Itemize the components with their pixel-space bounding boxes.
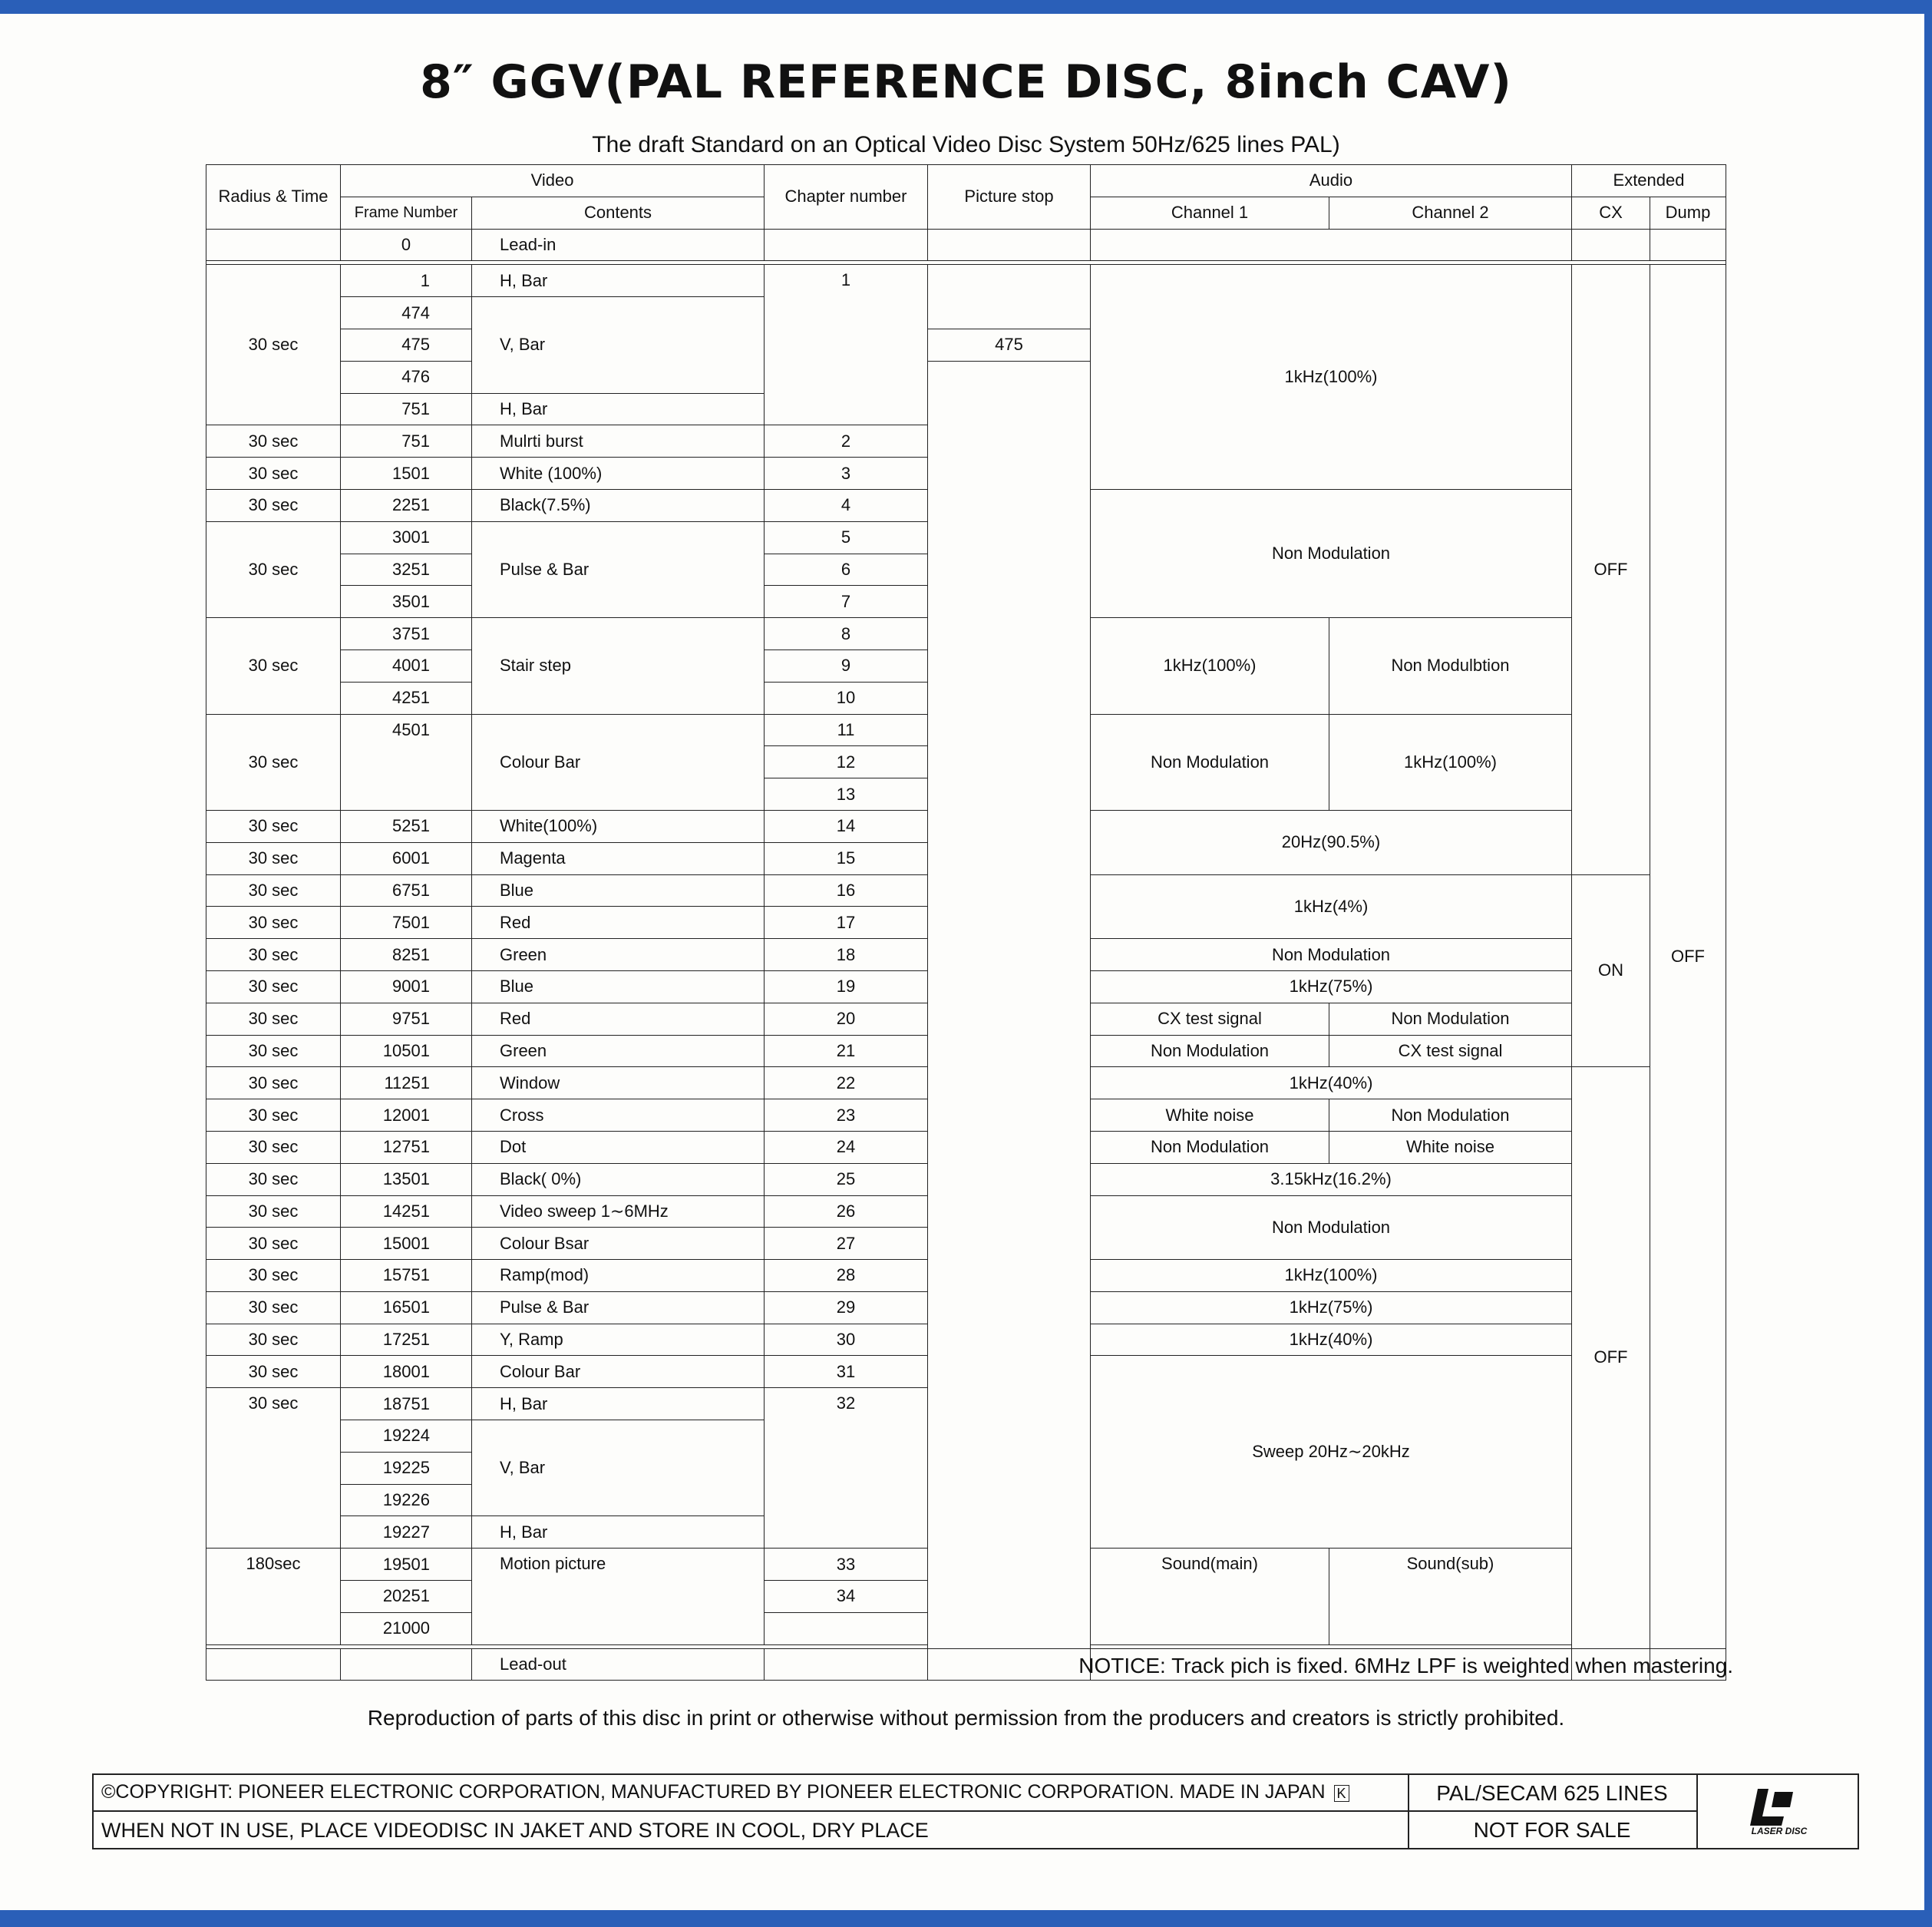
- copyright-line: [101, 1781, 1349, 1803]
- page-subtitle: The draft Standard on an Optical Video Disc System 50Hz/625 lines PAL): [592, 132, 1340, 157]
- logo-text: LASER DISC: [1751, 1826, 1808, 1836]
- contents-cell: Magenta: [472, 842, 765, 874]
- time-cell: 30 sec: [206, 1163, 341, 1195]
- chapter-cell: 25: [765, 1163, 928, 1195]
- chapter-cell: 14: [765, 810, 928, 842]
- table-cell: [928, 229, 1091, 261]
- contents-cell: H, Bar: [472, 265, 765, 297]
- frame-number: 15001: [341, 1228, 472, 1260]
- contents-cell: Blue: [472, 970, 765, 1003]
- contents-cell: Green: [472, 939, 765, 971]
- audio-ch2-cell: 1kHz(100%): [1329, 714, 1572, 810]
- laserdisc-logo-icon: [1744, 1786, 1813, 1839]
- frame-number: 4251: [341, 682, 472, 714]
- header-dump: Dump: [1650, 197, 1726, 229]
- audio-cell: 1kHz(100%): [1091, 1260, 1572, 1292]
- time-cell: 30 sec: [206, 458, 341, 490]
- frame-number: 19224: [341, 1420, 472, 1453]
- page-title: 8″ GGV(PAL REFERENCE DISC, 8inch CAV): [420, 55, 1512, 109]
- frame-number: 19227: [341, 1516, 472, 1549]
- frame-number: 2251: [341, 489, 472, 521]
- contents-cell: Lead-in: [472, 229, 765, 261]
- table-cell: [1650, 229, 1726, 261]
- time-cell: 30 sec: [206, 425, 341, 458]
- frame-number: 14251: [341, 1195, 472, 1228]
- cx-cell: OFF: [1572, 1067, 1650, 1648]
- frame-number: 8251: [341, 939, 472, 971]
- contents-cell: Colour Bsar: [472, 1228, 765, 1260]
- frame-number: 19501: [341, 1549, 472, 1581]
- time-cell: 30 sec: [206, 1003, 341, 1035]
- header-channel-1: Channel 1: [1091, 197, 1329, 229]
- chapter-cell: 31: [765, 1356, 928, 1388]
- time-cell: 30 sec: [206, 1067, 341, 1099]
- table-cell: [765, 1612, 928, 1644]
- contents-cell: V, Bar: [472, 1420, 765, 1516]
- frame-number: 1: [341, 265, 472, 297]
- header-frame-number: Frame Number: [341, 197, 472, 229]
- time-cell: 30 sec: [206, 489, 341, 521]
- frame-number: 19225: [341, 1452, 472, 1484]
- chapter-cell: 5: [765, 521, 928, 554]
- audio-ch2-cell: Non Modulbtion: [1329, 618, 1572, 714]
- audio-ch2-cell: CX test signal: [1329, 1035, 1572, 1067]
- chapter-cell: 28: [765, 1260, 928, 1292]
- chapter-cell: 34: [765, 1581, 928, 1613]
- audio-ch1-cell: Non Modulation: [1091, 1131, 1329, 1163]
- audio-ch1-cell: Sound(main): [1091, 1549, 1329, 1644]
- header-audio: Audio: [1091, 165, 1572, 197]
- table-cell: [928, 265, 1091, 329]
- frame-number: 11251: [341, 1067, 472, 1099]
- time-cell: 30 sec: [206, 1228, 341, 1260]
- time-cell: 30 sec: [206, 1131, 341, 1163]
- dump-cell: OFF: [1650, 265, 1726, 1648]
- time-cell: 30 sec: [206, 521, 341, 617]
- contents-cell: H, Bar: [472, 1388, 765, 1420]
- footer-divider: [94, 1810, 1408, 1812]
- time-cell: 30 sec: [206, 1260, 341, 1292]
- frame-number: 3251: [341, 554, 472, 586]
- chapter-cell: 8: [765, 618, 928, 650]
- contents-cell: V, Bar: [472, 297, 765, 393]
- frame-number: 18751: [341, 1388, 472, 1420]
- contents-cell: Ramp(mod): [472, 1260, 765, 1292]
- chapter-cell: 15: [765, 842, 928, 874]
- frame-number: 19226: [341, 1484, 472, 1516]
- chapter-cell: 20: [765, 1003, 928, 1035]
- audio-cell: 20Hz(90.5%): [1091, 810, 1572, 874]
- reference-disc-table: [206, 164, 1726, 1681]
- contents-cell: Blue: [472, 874, 765, 907]
- audio-ch2-cell: Non Modulation: [1329, 1099, 1572, 1132]
- audio-cell: 1kHz(75%): [1091, 1291, 1572, 1324]
- time-cell: 30 sec: [206, 1291, 341, 1324]
- contents-cell: Video sweep 1∼6MHz: [472, 1195, 765, 1228]
- contents-cell: Red: [472, 1003, 765, 1035]
- frame-number: 15751: [341, 1260, 472, 1292]
- frame-number: 1501: [341, 458, 472, 490]
- audio-cell: 1kHz(75%): [1091, 970, 1572, 1003]
- contents-cell: H, Bar: [472, 1516, 765, 1549]
- time-cell: 30 sec: [206, 1388, 341, 1549]
- chapter-cell: 1: [765, 265, 928, 425]
- contents-cell: Pulse & Bar: [472, 521, 765, 617]
- chapter-cell: 16: [765, 874, 928, 907]
- contents-cell: Y, Ramp: [472, 1324, 765, 1356]
- cx-cell: ON: [1572, 874, 1650, 1067]
- frame-number: 20251: [341, 1581, 472, 1613]
- frame-number: 0: [341, 229, 472, 261]
- time-cell: 30 sec: [206, 1324, 341, 1356]
- time-cell: 30 sec: [206, 874, 341, 907]
- audio-ch1-cell: 1kHz(100%): [1091, 618, 1329, 714]
- time-cell: 30 sec: [206, 1035, 341, 1067]
- table-cell: [928, 361, 1091, 1648]
- contents-cell: Motion picture: [472, 1549, 765, 1644]
- frame-number: 7501: [341, 907, 472, 939]
- header-extended: Extended: [1572, 165, 1726, 197]
- table-cell: [341, 1648, 472, 1681]
- table-cell: [1091, 229, 1572, 261]
- contents-cell: Mulrti burst: [472, 425, 765, 458]
- frame-number: 9001: [341, 970, 472, 1003]
- chapter-cell: 13: [765, 778, 928, 811]
- contents-cell: Green: [472, 1035, 765, 1067]
- audio-cell: Non Modulation: [1091, 939, 1572, 971]
- table-cell: [1572, 229, 1650, 261]
- audio-cell: Non Modulation: [1091, 489, 1572, 617]
- contents-cell: White(100%): [472, 810, 765, 842]
- chapter-cell: 6: [765, 554, 928, 586]
- chapter-cell: 19: [765, 970, 928, 1003]
- contents-cell: H, Bar: [472, 393, 765, 425]
- header-radius-time: Radius & Time: [206, 165, 341, 230]
- contents-cell: White (100%): [472, 458, 765, 490]
- time-cell: 30 sec: [206, 939, 341, 971]
- chapter-cell: 12: [765, 746, 928, 778]
- contents-cell: Colour Bar: [472, 714, 765, 810]
- contents-cell: Red: [472, 907, 765, 939]
- chapter-cell: 11: [765, 714, 928, 746]
- footer-divider: [1696, 1775, 1698, 1848]
- chapter-cell: 21: [765, 1035, 928, 1067]
- notice-text: NOTICE: Track pich is fixed. 6MHz LPF is weighted when mastering.: [1078, 1654, 1733, 1677]
- contents-cell: Colour Bar: [472, 1356, 765, 1388]
- sale-label: NOT FOR SALE: [1473, 1818, 1631, 1842]
- contents-cell: Black(7.5%): [472, 489, 765, 521]
- chapter-cell: 18: [765, 939, 928, 971]
- cx-cell: OFF: [1572, 265, 1650, 874]
- chapter-cell: 10: [765, 682, 928, 714]
- frame-number: 10501: [341, 1035, 472, 1067]
- bottom-blue-border: [0, 1910, 1932, 1927]
- audio-cell: 1kHz(40%): [1091, 1324, 1572, 1356]
- audio-ch2-cell: Sound(sub): [1329, 1549, 1572, 1644]
- frame-number: 3001: [341, 521, 472, 554]
- chapter-cell: 27: [765, 1228, 928, 1260]
- audio-cell: 3.15kHz(16.2%): [1091, 1163, 1572, 1195]
- time-cell: 30 sec: [206, 1356, 341, 1388]
- k-mark: K: [1334, 1785, 1349, 1802]
- frame-number: 4001: [341, 649, 472, 682]
- copyright-text: ©COPYRIGHT: PIONEER ELECTRONIC CORPORATION, MANUFACTURED BY PIONEER ELECTRONIC CORPORATION. MADE IN JAPAN: [101, 1781, 1326, 1803]
- time-cell: 30 sec: [206, 265, 341, 425]
- table-cell: [765, 1648, 928, 1681]
- table-cell: [928, 1648, 1091, 1681]
- header-cx: CX: [1572, 197, 1650, 229]
- contents-cell: Dot: [472, 1131, 765, 1163]
- frame-number: 3501: [341, 586, 472, 618]
- contents-cell: Cross: [472, 1099, 765, 1132]
- time-cell: 30 sec: [206, 618, 341, 714]
- audio-cell: 1kHz(4%): [1091, 874, 1572, 939]
- time-cell: 30 sec: [206, 1099, 341, 1132]
- frame-number: 12001: [341, 1099, 472, 1132]
- time-cell: 30 sec: [206, 810, 341, 842]
- time-cell: 180sec: [206, 1549, 341, 1644]
- audio-cell: Sweep 20Hz∼20kHz: [1091, 1356, 1572, 1549]
- storage-instruction: WHEN NOT IN USE, PLACE VIDEODISC IN JAKET AND STORE IN COOL, DRY PLACE: [101, 1819, 929, 1842]
- right-blue-border: [1924, 0, 1932, 1927]
- chapter-cell: 7: [765, 586, 928, 618]
- audio-ch2-cell: Non Modulation: [1329, 1003, 1572, 1035]
- frame-number: 6001: [341, 842, 472, 874]
- audio-ch2-cell: White noise: [1329, 1131, 1572, 1163]
- standard-label: PAL/SECAM 625 LINES: [1436, 1781, 1668, 1805]
- frame-number: 3751: [341, 618, 472, 650]
- chapter-cell: 9: [765, 649, 928, 682]
- chapter-cell: 23: [765, 1099, 928, 1132]
- frame-number: 474: [341, 297, 472, 329]
- audio-ch1-cell: White noise: [1091, 1099, 1329, 1132]
- chapter-cell: 22: [765, 1067, 928, 1099]
- time-cell: 30 sec: [206, 970, 341, 1003]
- contents-cell: Lead-out: [472, 1648, 765, 1681]
- footer-box: [92, 1773, 1859, 1849]
- chapter-cell: 3: [765, 458, 928, 490]
- chapter-cell: 33: [765, 1549, 928, 1581]
- chapter-cell: 24: [765, 1131, 928, 1163]
- contents-cell: Pulse & Bar: [472, 1291, 765, 1324]
- frame-number: 475: [341, 329, 472, 361]
- chapter-cell: 26: [765, 1195, 928, 1228]
- audio-cell: 1kHz(40%): [1091, 1067, 1572, 1099]
- audio-cell: Non Modulation: [1091, 1195, 1572, 1260]
- time-cell: 30 sec: [206, 842, 341, 874]
- frame-number: 476: [341, 361, 472, 393]
- frame-number: 5251: [341, 810, 472, 842]
- frame-number: 21000: [341, 1612, 472, 1644]
- contents-cell: Stair step: [472, 618, 765, 714]
- chapter-cell: 29: [765, 1291, 928, 1324]
- frame-number: 751: [341, 393, 472, 425]
- header-chapter-number: Chapter number: [765, 165, 928, 230]
- table-cell: [765, 229, 928, 261]
- frame-number: 6751: [341, 874, 472, 907]
- chapter-cell: 2: [765, 425, 928, 458]
- audio-cell: 1kHz(100%): [1091, 265, 1572, 490]
- reproduction-notice: Reproduction of parts of this disc in print or otherwise without permission from the producers and creators is strictly prohibited.: [367, 1706, 1565, 1730]
- header-channel-2: Channel 2: [1329, 197, 1572, 229]
- time-cell: 30 sec: [206, 907, 341, 939]
- audio-ch1-cell: CX test signal: [1091, 1003, 1329, 1035]
- chapter-cell: 17: [765, 907, 928, 939]
- contents-cell: Window: [472, 1067, 765, 1099]
- header-picture-stop: Picture stop: [928, 165, 1091, 230]
- footer-divider: [1408, 1810, 1696, 1812]
- frame-number: 17251: [341, 1324, 472, 1356]
- frame-number: 18001: [341, 1356, 472, 1388]
- audio-ch1-cell: Non Modulation: [1091, 1035, 1329, 1067]
- time-cell: 30 sec: [206, 1195, 341, 1228]
- frame-number: 751: [341, 425, 472, 458]
- audio-ch1-cell: Non Modulation: [1091, 714, 1329, 810]
- frame-number: 4501: [341, 714, 472, 810]
- frame-number: 13501: [341, 1163, 472, 1195]
- frame-number: 9751: [341, 1003, 472, 1035]
- frame-number: 12751: [341, 1131, 472, 1163]
- chapter-cell: 32: [765, 1388, 928, 1549]
- picture-stop-cell: 475: [928, 329, 1091, 361]
- header-video: Video: [341, 165, 765, 197]
- chapter-cell: 4: [765, 489, 928, 521]
- table-cell: [206, 1648, 341, 1681]
- time-cell: 30 sec: [206, 714, 341, 810]
- table-cell: [206, 229, 341, 261]
- top-blue-border: [0, 0, 1932, 14]
- chapter-cell: 30: [765, 1324, 928, 1356]
- frame-number: 16501: [341, 1291, 472, 1324]
- contents-cell: Black( 0%): [472, 1163, 765, 1195]
- header-contents: Contents: [472, 197, 765, 229]
